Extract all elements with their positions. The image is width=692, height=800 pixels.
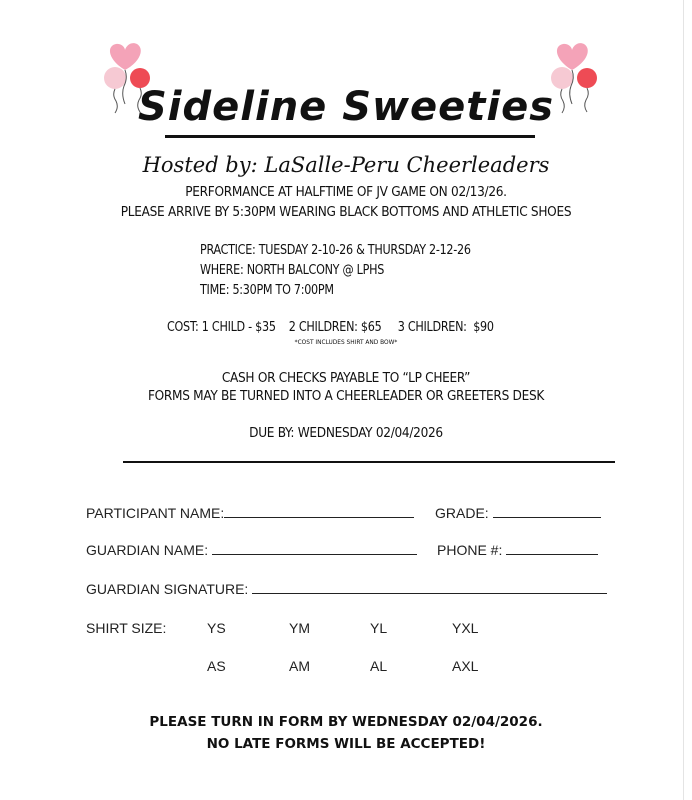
- page-title: Sideline Sweeties: [137, 84, 555, 130]
- size-option-al[interactable]: AL: [370, 658, 388, 674]
- size-option-yl[interactable]: YL: [370, 620, 388, 636]
- cost-note: *COST INCLUDES SHIRT AND BOW*: [294, 338, 398, 346]
- size-option-yxl[interactable]: YXL: [452, 620, 479, 636]
- forms-text: FORMS MAY BE TURNED INTO A CHEERLEADER OR GREETERS DESK: [147, 388, 545, 404]
- footer-deadline: PLEASE TURN IN FORM BY WEDNESDAY 02/04/2026.: [149, 714, 543, 730]
- phone-label: PHONE #:: [437, 542, 503, 558]
- guardian-name-field[interactable]: [86, 542, 417, 558]
- due-text: DUE BY: WEDNESDAY 02/04/2026: [249, 425, 443, 441]
- shirt-size-label: SHIRT SIZE:: [86, 620, 167, 636]
- participant-label: PARTICIPANT NAME:: [86, 505, 225, 521]
- phone-field[interactable]: [437, 542, 598, 558]
- guardian-label: GUARDIAN NAME:: [86, 542, 209, 558]
- guardian-signature-field[interactable]: [86, 581, 607, 597]
- arrive-text: PLEASE ARRIVE BY 5:30PM WEARING BLACK BOTTOMS AND ATHLETIC SHOES: [120, 204, 572, 220]
- size-option-axl[interactable]: AXL: [452, 658, 479, 674]
- title-underline: [165, 135, 535, 138]
- footer-late-notice: NO LATE FORMS WILL BE ACCEPTED!: [206, 736, 486, 752]
- hosted-by: Hosted by: LaSalle-Peru Cheerleaders: [142, 153, 550, 177]
- participant-name-field[interactable]: [86, 505, 414, 521]
- size-option-ym[interactable]: YM: [289, 620, 310, 636]
- grade-field[interactable]: [435, 505, 601, 521]
- practice-text: PRACTICE: TUESDAY 2-10-26 & THURSDAY 2-12-26: [200, 242, 471, 258]
- cost-text: COST: 1 CHILD - $35 2 CHILDREN: $65 3 CHILDREN: $90: [167, 319, 494, 335]
- grade-label: GRADE:: [435, 505, 489, 521]
- size-option-am[interactable]: AM: [289, 658, 310, 674]
- payable-text: CASH OR CHECKS PAYABLE TO “LP CHEER”: [221, 370, 471, 386]
- where-text: WHERE: NORTH BALCONY @ LPHS: [200, 262, 385, 278]
- performance-text: PERFORMANCE AT HALFTIME OF JV GAME ON 02/13/26.: [185, 184, 507, 200]
- time-text: TIME: 5:30PM TO 7:00PM: [200, 282, 334, 298]
- size-option-ys[interactable]: YS: [207, 620, 226, 636]
- size-option-as[interactable]: AS: [207, 658, 226, 674]
- signature-label: GUARDIAN SIGNATURE:: [86, 581, 249, 597]
- divider: [123, 461, 615, 463]
